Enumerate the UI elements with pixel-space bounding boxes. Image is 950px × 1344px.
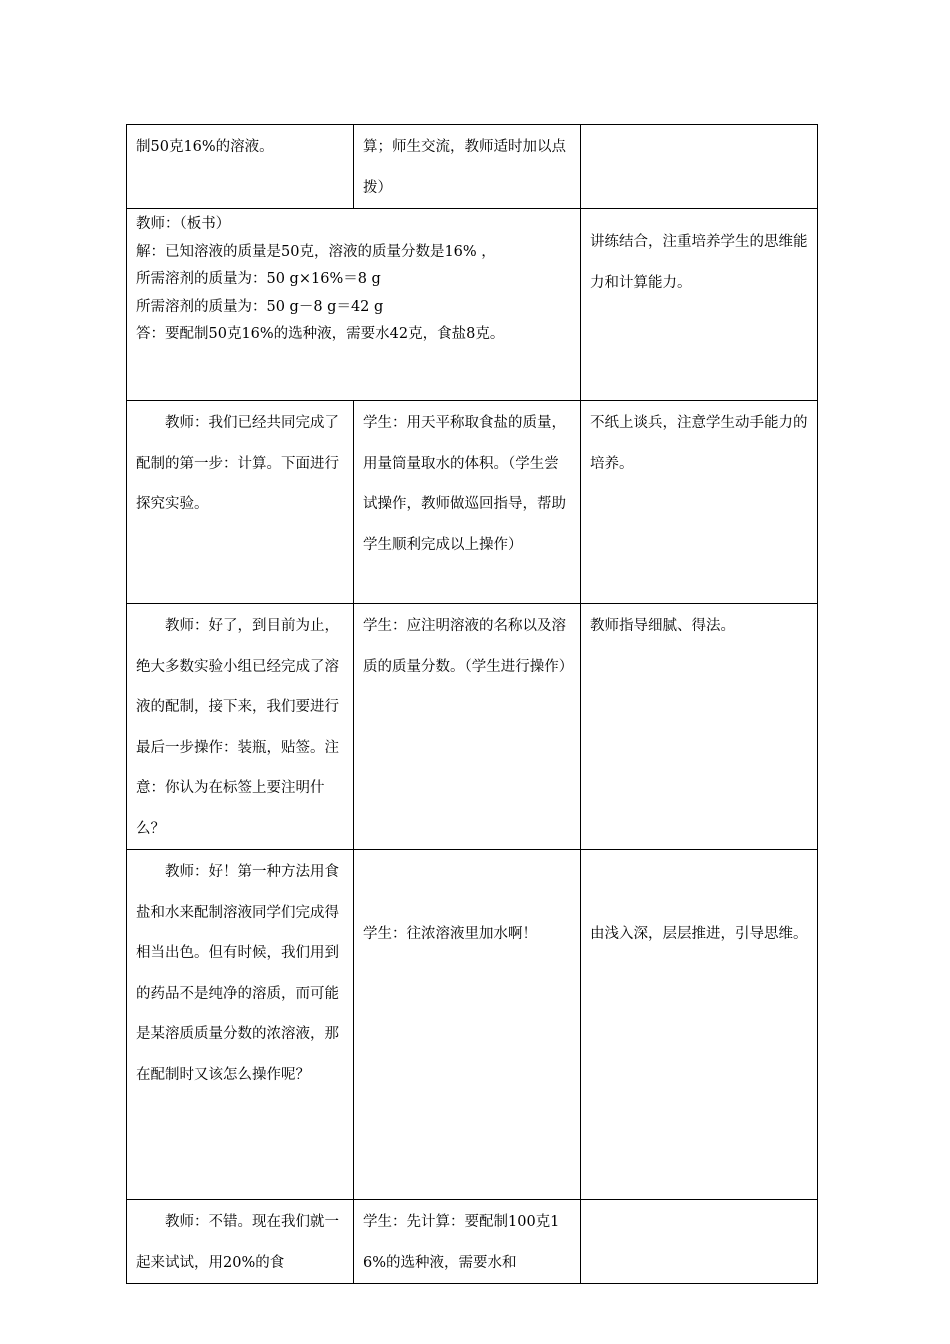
student-cell: 学生：先计算：要配制100克16%的选种液，需要水和 <box>354 1200 581 1284</box>
table-row <box>127 850 818 1200</box>
lesson-table <box>126 124 818 1284</box>
teacher-cell: 教师：我们已经共同完成了配制的第一步：计算。下面进行探究实验。 <box>127 401 354 604</box>
note-cell: 由浅入深，层层推进，引导思维。 <box>581 850 818 1200</box>
teacher-cell: 制50克16%的溶液。 <box>127 125 354 209</box>
board-line: 答：要配制50克16%的选种液，需要水42克，食盐8克。 <box>136 326 505 342</box>
board-line: 解：已知溶液的质量是50克，溶液的质量分数是16% ， <box>136 243 496 260</box>
student-cell: 学生：应注明溶液的名称以及溶质的质量分数。（学生进行操作） <box>354 604 581 850</box>
note-cell: 讲练结合，注重培养学生的思维能力和计算能力。 <box>581 209 818 401</box>
teacher-board-cell <box>127 209 581 401</box>
student-cell: 学生：往浓溶液里加水啊！ <box>354 850 581 1200</box>
note-cell: 教师指导细腻、得法。 <box>581 604 818 850</box>
table-row <box>127 401 818 604</box>
note-cell <box>581 1200 818 1284</box>
board-line: 教师：（板书） <box>136 216 231 232</box>
teacher-cell: 教师：好！第一种方法用食盐和水来配制溶液同学们完成得相当出色。但有时候，我们用到的药品不是纯净的溶质，而可能是某溶质质量分数的浓溶液，那在配制时又该怎么操作呢？ <box>127 850 354 1200</box>
note-cell: 不纸上谈兵，注意学生动手能力的培养。 <box>581 401 818 604</box>
table-row <box>127 1200 818 1284</box>
board-line: 所需溶剂的质量为：50 g×16%＝8 g <box>136 271 381 287</box>
teacher-cell: 教师：好了，到目前为止，绝大多数实验小组已经完成了溶液的配制，接下来，我们要进行最后一步操作：装瓶，贴签。注意：你认为在标签上要注明什么？ <box>127 604 354 850</box>
note-cell <box>581 125 818 209</box>
student-cell: 学生：用天平称取食盐的质量，用量筒量取水的体积。（学生尝试操作，教师做巡回指导，帮助学生顺利完成以上操作） <box>354 401 581 604</box>
lesson-page <box>126 124 816 1284</box>
board-line: 所需溶剂的质量为：50 g－8 g＝42 g <box>136 298 384 315</box>
teacher-cell: 教师：不错。现在我们就一起来试试，用20%的食 <box>127 1200 354 1284</box>
table-row <box>127 125 818 209</box>
table-row <box>127 604 818 850</box>
student-cell: 算；师生交流，教师适时加以点拨） <box>354 125 581 209</box>
table-row <box>127 209 818 401</box>
